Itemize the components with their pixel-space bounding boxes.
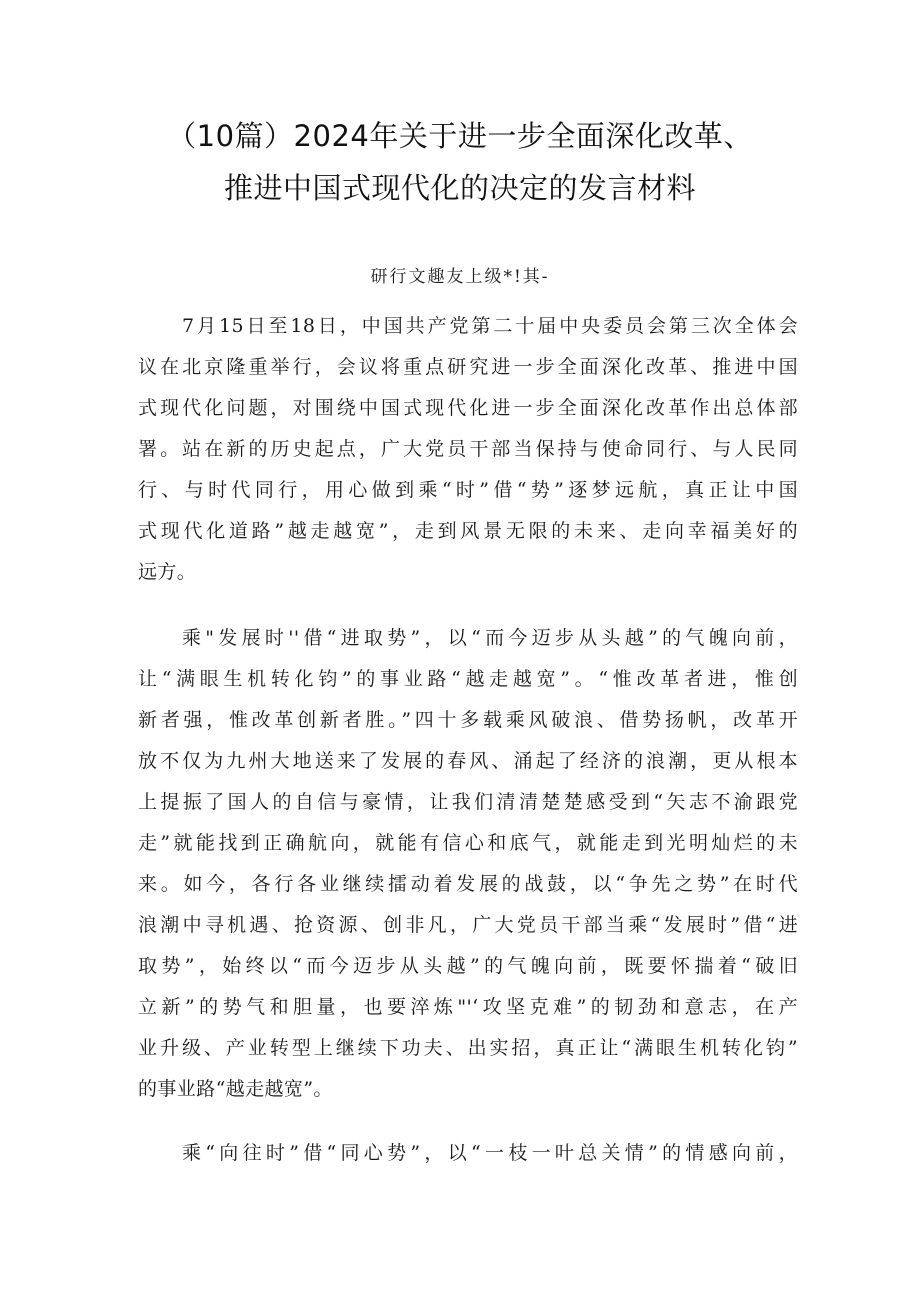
document-title-line-1: （10篇）2024年关于进一步全面深化改革、 <box>167 119 753 153</box>
paragraph-line: 7月15日至18日，中国共产党第二十届中央委员会第三次全体会 <box>182 315 798 337</box>
document-title-line-2: 推进中国式现代化的决定的发言材料 <box>223 171 696 205</box>
paragraph-line: 乘"发展时''借“进取势”，以“而今迈步从头越”的气魄向前， <box>182 627 798 649</box>
paragraph-line: 远方。 <box>138 561 197 583</box>
document-subtitle: 研行文趣友上级*!其- <box>370 267 550 287</box>
paragraph-line: 乘“向往时”借“同心势”，以“一枝一叶总关情”的情感向前， <box>182 1142 798 1164</box>
paragraph-line: 放不仅为九州大地送来了发展的春风、涌起了经济的浪潮，更从根本 <box>138 750 798 772</box>
paragraph-line: 走”就能找到正确航向，就能有信心和底气，就能走到光明灿烂的未 <box>138 832 798 854</box>
paragraph-line: 浪潮中寻机遇、抢资源、创非凡，广大党员干部当乘“发展时”借“进 <box>138 914 798 936</box>
paragraph-line: 来。如今，各行各业继续擂动着发展的战鼓，以“争先之势”在时代 <box>138 873 798 895</box>
paragraph-line: 让“满眼生机转化钧”的事业路“越走越宽”。“惟改革者进，惟创 <box>138 668 798 690</box>
paragraph-line: 式现代化道路”越走越宽”，走到风景无限的未来、走向幸福美好的 <box>138 520 798 542</box>
paragraph-line: 取势”，始终以“而今迈步从头越”的气魄向前，既要怀揣着“破旧 <box>138 955 798 977</box>
paragraph-line: 行、与时代同行，用心做到乘“时”借“势”逐梦远航，真正让中国 <box>138 479 798 501</box>
paragraph-line: 式现代化问题，对围绕中国式现代化进一步全面深化改革作出总体部 <box>138 397 798 419</box>
paragraph-line: 新者强，惟改革创新者胜。”四十多载乘风破浪、借势扬帆，改革开 <box>138 709 798 731</box>
paragraph-line: 立新”的势气和胆量，也要淬炼"'‘攻坚克难”的韧劲和意志，在产 <box>138 996 798 1018</box>
paragraph-line: 的事业路“越走越宽”。 <box>138 1078 333 1100</box>
paragraph-line: 上提振了国人的自信与豪情，让我们清清楚楚感受到“矢志不渝跟党 <box>138 791 798 813</box>
paragraph-line: 署。站在新的历史起点，广大党员干部当保持与使命同行、与人民同 <box>138 438 798 460</box>
paragraph-line: 议在北京隆重举行，会议将重点研究进一步全面深化改革、推进中国 <box>138 356 798 378</box>
paragraph-line: 业升级、产业转型上继续下功夫、出实招，真正让“满眼生机转化钧” <box>138 1037 798 1059</box>
